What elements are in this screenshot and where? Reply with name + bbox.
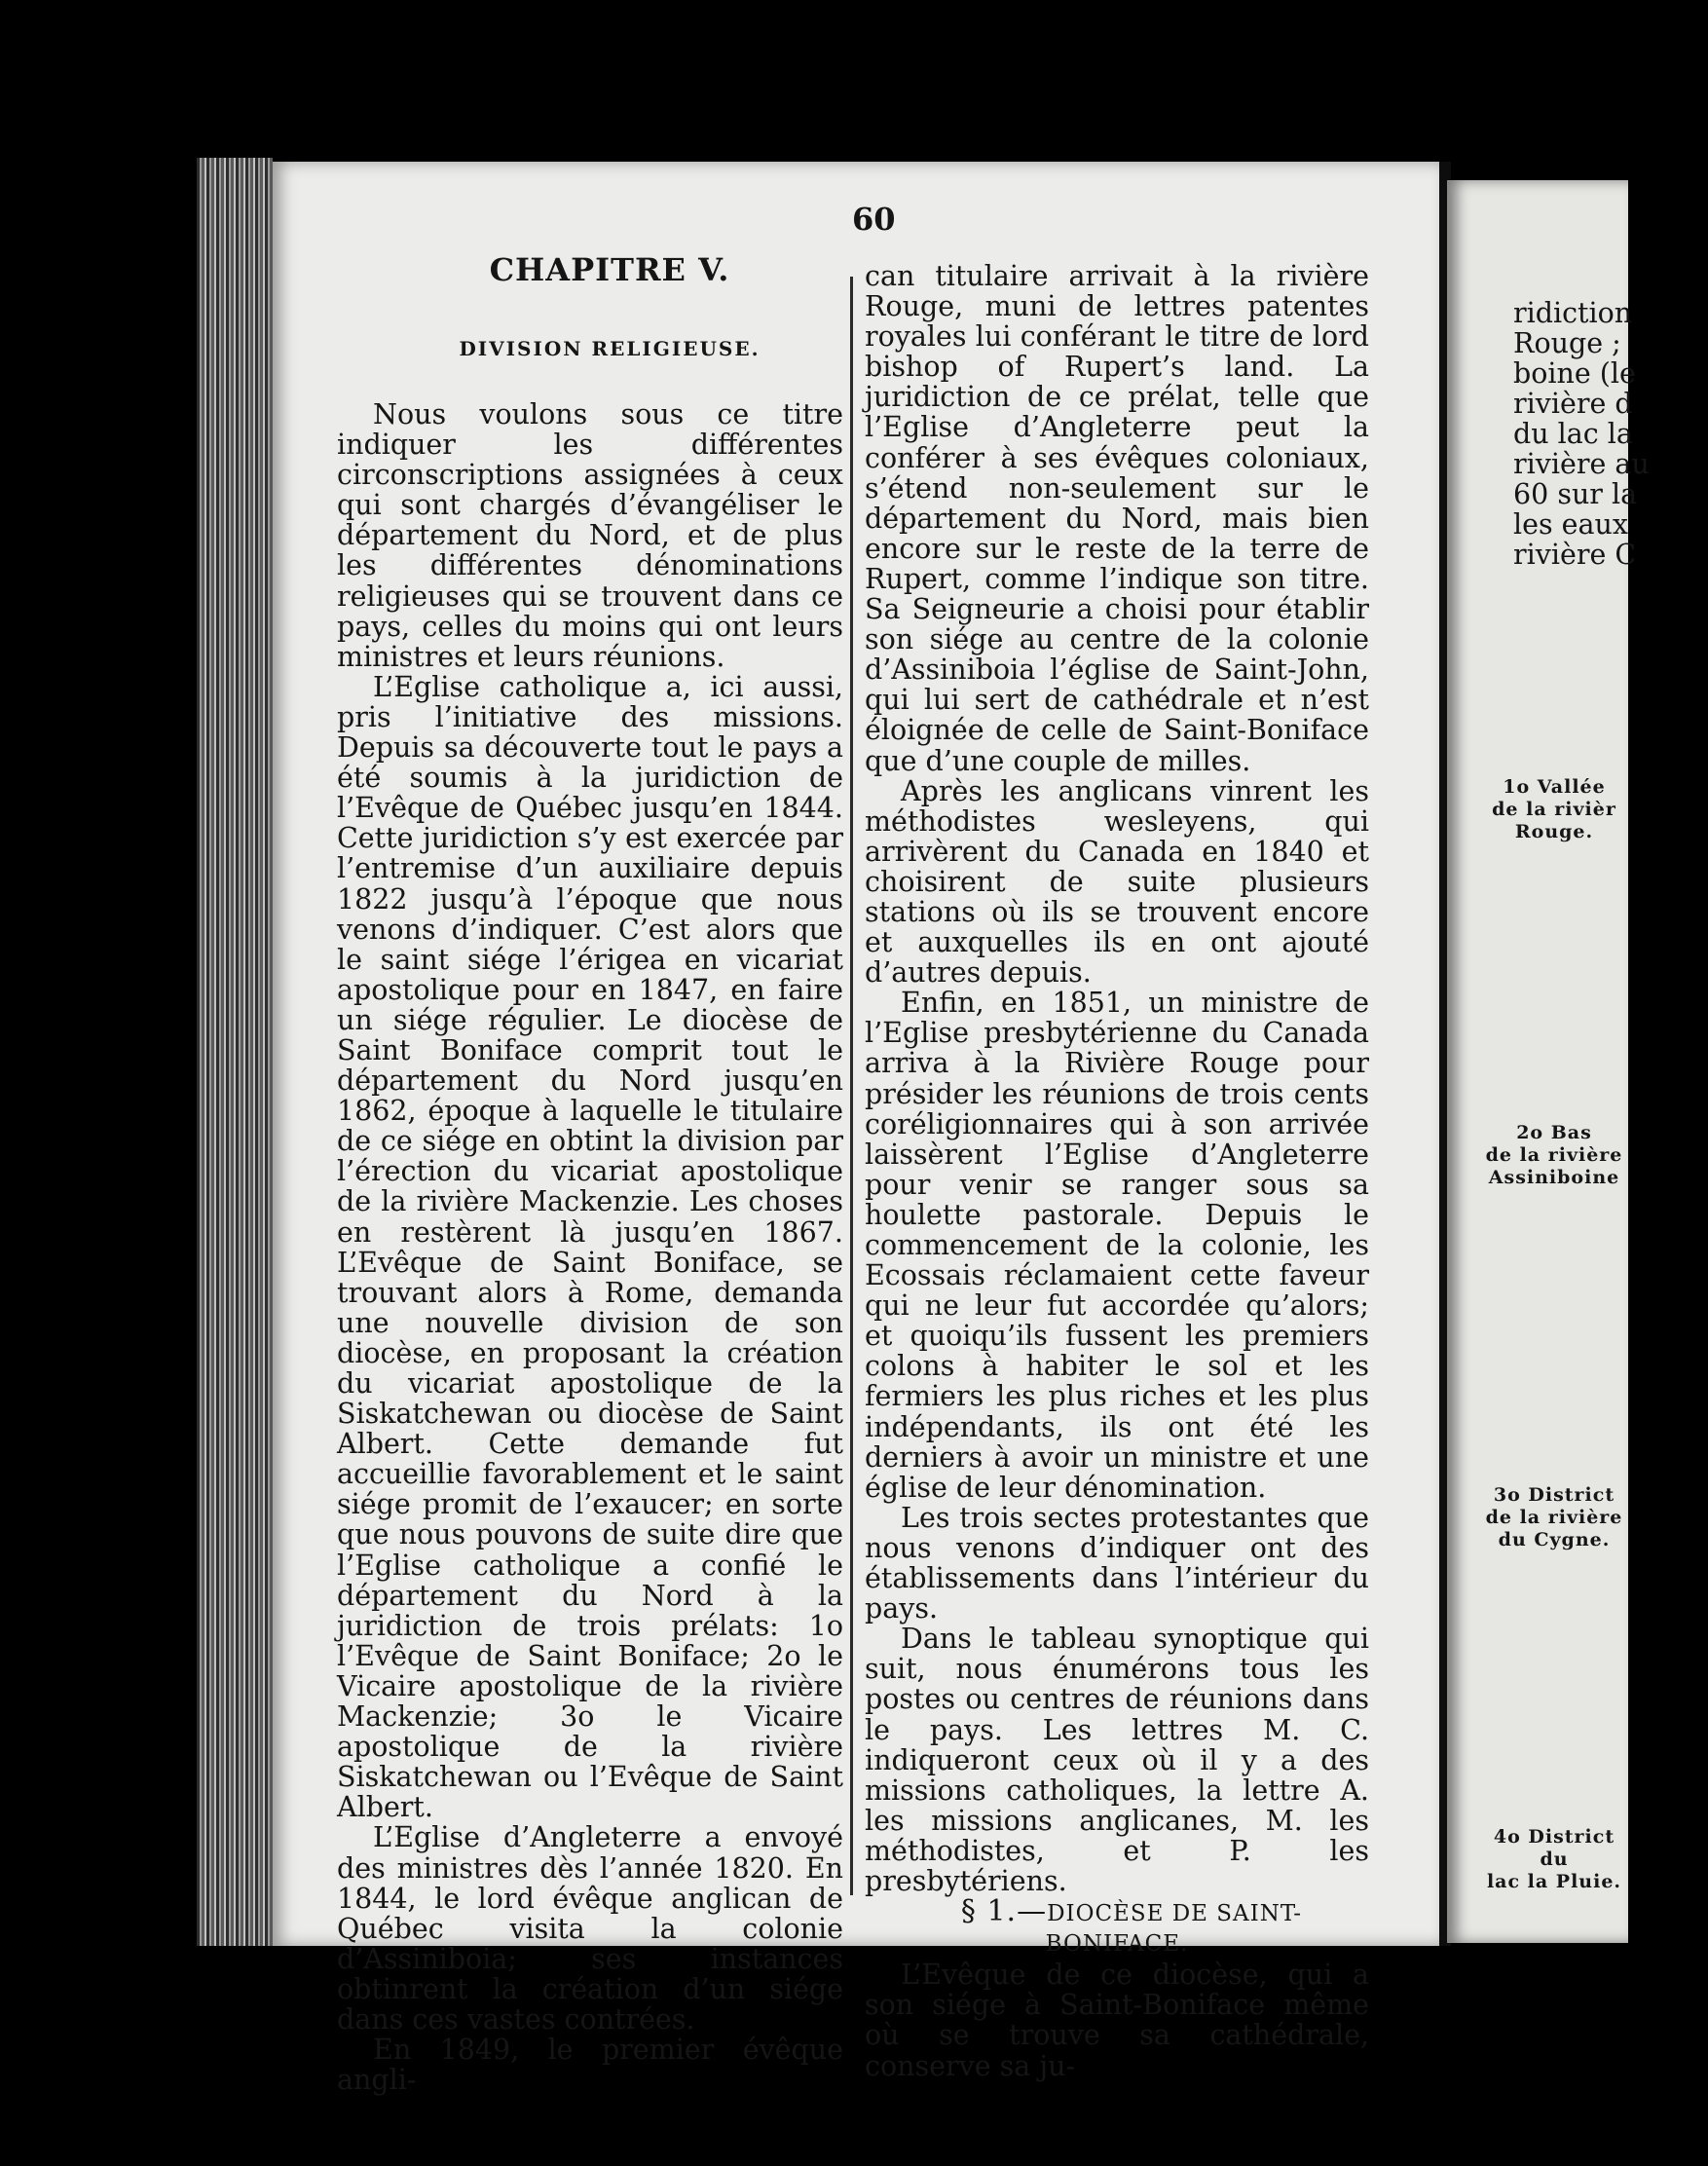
paragraph: L’Evêque de ce diocèse, qui a son siége à Saint-Boniface même où se trouve sa cathédrale, conserve sa ju- [865, 1959, 1369, 2082]
page-number: 60 [852, 201, 896, 238]
margin-label-line: Rouge. [1514, 821, 1594, 842]
section-heading [865, 1896, 1369, 1960]
margin-label [1467, 1826, 1642, 1893]
facing-line: Rouge ; [1513, 327, 1621, 359]
facing-line: boine (le [1513, 357, 1636, 390]
margin-label-line: 4o District [1493, 1826, 1615, 1848]
margin-label-line: de la rivière [1485, 1144, 1623, 1166]
section-heading-text: DIOCÈSE DE SAINT-BONIFACE. [1045, 1901, 1302, 1958]
paragraph: L’Eglise d’Angleterre a envoyé des ministres dès l’année 1820. En 1844, le lord évêque anglican de Québec visita la colonie d’Assiniboia; ses instances obtinrent la création d’un siége dans ces vastes contrées. [337, 1821, 843, 2035]
left-column [337, 399, 843, 2095]
paragraph: En 1849, le premier évêque angli- [337, 2034, 843, 2097]
paragraph: Enfin, en 1851, un ministre de l’Eglise presbytérienne du Canada arriva à la Rivière Rouge pour présider les réunions de trois cents coréligionnaires qui à son arrivée laissèrent l’Eglise d’Angleterre pour venir se ranger sous sa houlette pastorale. Depuis le commencement de la colonie, les Ecossais réclamaient cette faveur qui ne leur fut accordée qu’alors; et quoiqu’ils fussent les premiers colons à habiter le sol et les fermiers les plus riches et les plus indépendants, ils ont été les derniers à avoir un ministre et une église de leur dénomination. [865, 987, 1369, 1504]
facing-page-text [1513, 298, 1708, 570]
margin-label-line: de la rivière [1485, 1507, 1623, 1528]
column-rule [850, 277, 853, 1895]
margin-label-line: 2o Bas [1516, 1122, 1592, 1143]
margin-label-line: de la rivièr [1492, 799, 1616, 820]
paragraph: Après les anglicans vinrent les méthodistes wesleyens, qui arrivèrent du Canada en 1840 et choisirent de suite plusieurs stations où ils se trouvent encore et auxquelles ils en ont ajouté d’autres depuis. [865, 774, 1369, 990]
facing-page [1447, 180, 1650, 1943]
margin-label-line: 1o Vallée [1503, 776, 1606, 798]
paragraph: Dans le tableau synoptique qui suit, nous énumérons tous les postes ou centres de réunions dans le pays. Les lettres M. C. indiqueront ceux où il y a des missions catholiques, la lettre A. les missions anglicanes, M. les méthodistes, et P. les presbytériens. [865, 1623, 1369, 1897]
paragraph: L’Eglise catholique a, ici aussi, pris l’initiative des missions. Depuis sa découverte tout le pays a été soumis à la juridiction de l’Evêque de Québec jusqu’en 1844. Cette juridiction s’y est exercée par l’entremise d’un auxiliaire depuis 1822 jusqu’à l’époque que nous venons d’indiquer. C’est alors que le saint siége l’érigea en vicariat apostolique pour en 1847, en faire un siége régulier. Le diocèse de Saint Boniface comprit tout le département du Nord jusqu’en 1862, époque à laquelle le titulaire de ce siége en obtint la division par l’érection du vicariat apostolique de la rivière Mackenzie. Les choses en restèrent là jusqu’en 1867. L’Evêque de Saint Boniface, se trouvant alors à Rome, demanda une nouvelle division de son diocèse, en proposant la création du vicariat apostolique de la Siskatchewan ou diocèse de Saint Albert. Cette demande fut accueillie favorablement et le saint siége promit de l’exaucer; en sorte que nous pouvons de suite dire que l’Eglise catholique a confié le département du Nord à la juridiction de trois prélats: 1o l’Evêque de Saint Boniface; 2o le Vicaire apostolique de la rivière Mackenzie; 3o le Vicaire apostolique de la rivière Siskatchewan ou l’Evêque de Saint Albert. [337, 670, 843, 1824]
margin-label-line: du Cygne. [1498, 1529, 1611, 1550]
facing-line: 60 sur la [1513, 478, 1638, 510]
right-column [865, 261, 1369, 2081]
facing-line: les eaux [1513, 508, 1628, 541]
margin-label [1467, 1484, 1642, 1551]
margin-label-line: lac la Pluie. [1486, 1871, 1622, 1892]
facing-line: rivière C [1513, 539, 1637, 571]
margin-label-line: 3o District [1493, 1484, 1615, 1506]
paragraph: Nous voulons sous ce titre indiquer les différentes circonscriptions assignées à ceux qui sont chargés d’évangéliser le département du Nord, et de plus les différentes dénominations religieuses qui se trouvent dans ce pays, celles du moins qui ont leurs ministres et leurs réunions. [337, 398, 843, 673]
chapter-subtitle: DIVISION RELIGIEUSE. [459, 337, 761, 360]
margin-label-line: Assiniboine [1488, 1167, 1620, 1188]
margin-label-line: du [1540, 1849, 1569, 1870]
facing-line: ridiction [1513, 297, 1633, 329]
section-symbol: § 1.— [960, 1894, 1048, 1929]
margin-label [1467, 1122, 1642, 1189]
chapter-title: CHAPITRE V. [489, 251, 730, 288]
margin-label [1467, 776, 1642, 843]
paragraph: Les trois sectes protestantes que nous venons d’indiquer ont des établissements dans l’intérieur du pays. [865, 1501, 1369, 1625]
facing-line: rivière au [1513, 448, 1650, 480]
page-stack-edges [197, 158, 273, 1946]
facing-line: rivière d [1513, 388, 1633, 420]
paragraph: can titulaire arrivait à la rivière Rouge, muni de lettres patentes royales lui conférant le titre de lord bishop of Rupert’s land. La juridiction de ce prélat, telle que l’Eglise d’Angleterre peut la conférer à ses évêques coloniaux, s’étend non-seulement sur le département du Nord, mais bien encore sur le reste de la terre de Rupert, comme l’indique son titre. Sa Seigneurie a choisi pour établir son siége au centre de la colonie d’Assiniboia l’église de Saint-John, qui lui sert de cathédrale et n’est éloignée de celle de Saint-Boniface que d’une couple de milles. [865, 260, 1369, 777]
facing-line: du lac la [1513, 418, 1633, 450]
